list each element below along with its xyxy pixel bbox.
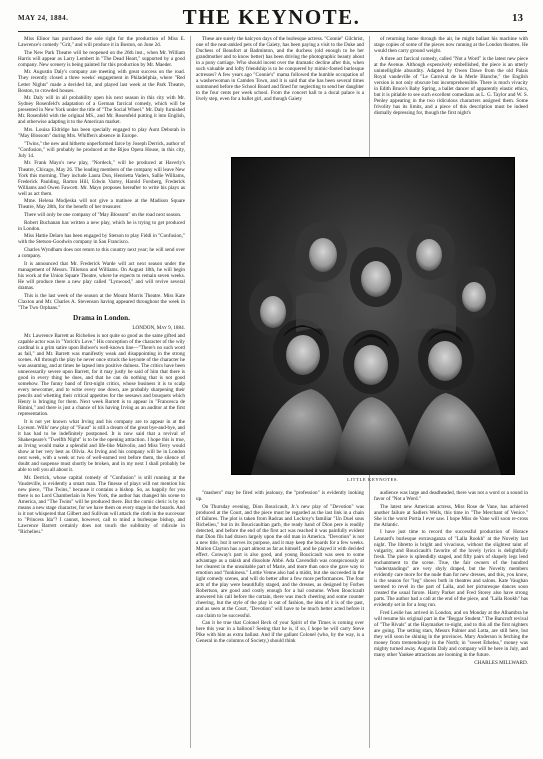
article-paragraph: "mashers" may be fired with jealousy, the "profession" is evidently looking up. [196,490,364,503]
article-paragraph: These are surely the halcyon days of the burlesque actress. "Connie" Gilchrist, one of the neat-ankled pets of the Gaiety, has been paying a visit to the Duke and Duchess of Beaufort at Badminton, and the duchess (old enough to be her grandmother and to know better) has been driving the photographic beauty about in a pony carriage. Who should incent over the dramatic decline after this, when such valuable and lofty friendship is to be conquered by mimic-footed burlesque actresses? A few years ago "Connie's" mama followed the humble occupation of a washerwoman in Camden Town, and it is said that she has been several times summoned before the School Board and fined for neglecting to send her daughter to the four cents per week school. From the concert hall to a ducal palace is a lively step, even for a ballet girl, and though Gaiety [196,36,364,103]
article-paragraph: Can it be true that Colonel Beck of your Spirit of the Times is coming over here this year in a balloon? Seeing that he is, if so, I hope he will carry Steve Pike with him as extra ballast. And if the gallant Colonel (who, by the way, is a General in the columns of Society,) should think [196,620,364,645]
article-paragraph: On Thursday evening, Dion Boucicault, Jr.'s new play of "Devotion" was produced at the Court, and the piece must be regarded as the last link in a chain of failures. The plot is taken from Radcas and Lockroy's familiar "Un Duel sous Richelieu," but in its Boucicaultian garb, the ready hand of Dion pere is readily detected, and before the end of the first act was reached it was painfully evident that Dion fils had drawn largely upon the old man in America. "Devotion" is not a new title, but it serves its purpose, and it may keep the boards for a few weeks. Marion Clayton has a part almost as fat as himself, and he played it with decided effect. Conway's part is also good, and young Boucicault was seen to some advantage as a rakish and dissolute Abbé. Ada Cavendish was conspicuously at her clearest in the unsuitable part of Marie, and more than once she gave way to emotion and "funkiness." Lottie Venne also had a midst, but she succeeded in the light comedy scenes, and will do better after a few more performances. The four acts of the play were beautifully staged, and the dresses, as designed by Forbes Robertson, are good and costly enough for a bal costume. When Boucicault answered his call before the curtain, there was much cheering and some counter cheering, but the style of the play is out of fashion, the idea of it is of the past, and as seen at the Court, "Devotion" will have to be much better acted before it can claim to be successful. [196,503,364,619]
article-paragraph: Fred Leslie has arrived in London, and on Monday at the Alhambra he will resume his original part in the "Beggar Student." The Bancroft revival of "The Rivals" at the Haymarket to-night, and to this all the first nighters are going. The setting stars, Messrs Palmer and Lotta, are still here, but they will soon be shining in the provinces. Mary Anderson is fetching the money from tremendously in the North; in "sweet Ethelea," money was mighty turned away. Augustin Daly and company will be here in July, and many other Yankee attractions are looming in the future. [374,609,528,658]
column-divider [190,36,191,748]
article-paragraph: I have just time to record the successful production of Horace Lennard's burlesque extravaganza of "Lalla Rookh" at the Novelty last night. The libretto is bright and vivacious, without the slightest taint of vulgarity, and Boucicault's favorite of the lovely lyrics is delightfully fresh. The piece is splendidly staged, and fifty pairs of shapely legs lend enchantment to the scene. True, the fair owners of the hundred "understandings" are very shyly draped, but the Novelty members evidently care more for the nude than for new dresses, and this, you know, is the season for "leg" shows both in theatres and salons. Kate Vaughan seemed to revel in the part of Lalla, and her picturesque dances soon created the usual furore. Harry Parker and Fred Storey also have strong parts. The author had a call at the end of the piece, and "Lalla Rookh" has evidently set in for a long run. [374,529,528,609]
page-number: 13 [512,12,523,24]
article-paragraph: of returning home through the air, he might ballast his machine with stage copies of some of the pieces now running at the London theatres. He would then carry ground weight. [374,36,528,55]
article-paragraph: The latest new American actress, Miss Rose de Vane, has achieved another failure at Sadlers Wells, this time in "The Merchant of Venice." She is the worst Portia I ever saw. I hope Miss de Vane will soon re-cross the Atlantic. [374,503,528,528]
article-paragraph: There will only be one company of "May Blossom" on the road next season. [24,212,182,219]
column-1 [18,36,185,748]
article-paragraph: Mr. Derrick, whose capital comedy of "Confusion" is still running at the Vaudeville, is evidently a smart man. The finesse of plays will not mention his new piece, "The Twins," because it contains a bishop. So, as happily for you there is no Lord Chamberlain in New York, the author has changed his scene to America, and "The Twins" will be produced there. But the comic cleric is by no means a new stage character, for we have them on every stage in the boards. And is it not whispered that Gilbert and Sullivan will attack the cloth in the successor to "Princess Ida"? I cannot, however, call to mind a burlesque bishop, and Lawrence Barrett certainly does not touch the sublimity of ridicule in "Richelieu." [18,475,185,536]
issue-date: MAY 24, 1884. [18,14,69,22]
author-signoff: CHARLES MILLWARD. [474,659,528,666]
article-paragraph: Charles Wyndham does not return to this country next year; he will send over a company. [18,247,185,260]
article-paragraph: A three act farcical comedy, called "Not a Word" is the latest new piece at the Avenue. Although expensively embellished, the piece is an utterly unintelligible absurdity. Adapted by Owen Dawe from the old Palais Royal vaudeville of "Le Carnival de la Merle Blanche," the English version is not only obscure but incomprehensible. There is much vivacity in Edith Bruce's Baby Spring, a ballet dancer of apparently elastic ethics, but it is pitiable to see such excellent comedians as L. G. Taylor and W. S. Penley appearing in the two ridiculous characters assigned them. Some frivolity has its limits, and a piece of this description must be indeed dismally depressing for, though the first night's [374,55,528,117]
column-2-bottom [196,490,364,748]
article-paragraph: Miss Hattie Delaro has been engaged by Stetson to play Fiddi in "Confusion," with the Stetson-Goodwin company in San Francisco. [18,233,185,246]
article-paragraph: Mr. Augustin Daly's company are meeting with great success on the road. They recently closed a three weeks' engagement in Philadelphia, where "Red Letter Nights" made a decided hit, and played last week at the Park Theatre, Boston, to crowded houses. [18,69,185,94]
illustration-caption: LITTLE KEYNOTES. [347,477,399,482]
column-3-bottom [374,490,528,748]
dateline: LONDON, May 9, 1884. [132,324,185,331]
article-paragraph: audience was large and deadheaded, there was not a word or a sound in favor of "Not a Word." [374,490,528,503]
article-paragraph: "Twins," the new and hitherto unperformed farce by Joseph Derrick, author of "Confusion," will probably be produced at the Bijou Opera House, in this city, July 14. [18,140,185,159]
illustration-little-keynotes [231,157,515,475]
article-paragraph: It is announced that Mr. Frederick Warde will act next season under the management of Messrs. Tillotson and Williams. On August 18th, he will begin his work at the Union Square Theatre, where he expects to remain seven weeks. He will produce there a new play called "Lynwood," and will revive several dramas. [18,260,185,291]
article-paragraph: Mr. Daly will in all probability open his next season in this city with Mr. Sydney Rosenfeld's adaptation of a German farcical comedy, which will be presented in New York under the title of "The Social Wheel." Mr. Daly furnished Mr. Rosenfeld with the original MS., and Mr. Rosenfeld putting it into English, and otherwise adapting it to the American market. [18,95,185,126]
article-paragraph: This is the last week of the season at the Mount Morris Theatre. Miss Kate Claxton and Mr. Charles A. Stevenson having appeared throughout the week in "The Two Orphans." [18,292,185,311]
article-paragraph: Robert Buchanan has written a new play, which he is trying to get produced in London. [18,219,185,232]
masthead-title: THE KEYNOTE. [182,5,361,29]
article-paragraph: Mr. Frank Mayo's new play, "Nordeck," will be produced at Haverly's Theatre, Chicago, May 26. The leading members of the company will leave New York this morning. They include Laura Don, Henrietta Vaders, Sallie Williams, Frederick Paulding, Barton Hill, Edwin Varrey, Harold Forsberg, Frederick Williams and Owen Fawcett. Mr. Mayo proposes hereafter to write his plays as well as act them. [18,160,185,197]
header-rule [18,31,527,32]
article-paragraph: Mrs. Louisa Eldridge has been specially engaged to play Aunt Deborah in "May Blossom" during Mrs. Whiffen's absence in Europe. [18,127,185,140]
section-heading: Drama in London. [73,313,130,322]
column-2-top [196,36,364,151]
article-paragraph: Mme. Helena Modjeska will not give a matinee at the Madison Square Theatre, May 28th, for the benefit of her treasurer. [18,198,185,211]
column-3-top [374,36,528,151]
article-paragraph: Mr. Lawrence Barrett as Richelieu is not quite so good as the same gifted and capable actor was in "Yorick's Love." His conception of the character of the wily cardinal is a grim satire upon Bulwer's well-known line—"There's no such word as fail," and Mr. Barrett was manifestly weak and disappointing in the strong scenes. All through the play he never once struck the keynote of the character he was assuming, and at times he lapsed into positive dulness. The critics have been unnecessarily severe upon Barrett, for it may justly be said of him that there is good in every thing he does, and that he can do nothing that is not good somehow. The funny band of first-night critics, whose business it is to scalp every newcomer, and to write every one down, are probably sharpening their pencils and whetting their critical appetites for the seesaws and bouquets which Henry is bringing for them. Next week Barrett is to appear in "Francesca de Rimini," and there is just a chance of his having Irving as an auditor at the first representation. [18,332,185,418]
article-paragraph: Miss Elinor has purchased the sole right for the production of Miss E. Lawrence's comedy "Grit," and will produce it in Boston, on June 2d. [18,36,185,49]
article-paragraph: The New Park Theatre will be reopened on the 26th inst., when Mr. William Harris will appear as Larry Lembert in "The Dead Heart," supported by a good company. New scenery is being painted for this production by Mr. Maeder. [18,49,185,68]
article-paragraph: It is not yet known what Irving and his company are to appear in at the Lyceum. Wills' new play of "Faust" is still a dream of the great bye-and-bye, and it has had to be indefinitely postponed. It is now said that a revival of Shakespeare's "Twelfth Night" is to be the opening attraction. I hope this is true, as Irving would make a splendid and life-like Malvolio, and Miss Terry would show at her very best as Olivia. As Irving and his company will be in London next week, with a week or two of well-earned rest before them, the silence of doubt and suspense must shortly be broken, and in my next I shall probably be able to tell you all about it. [18,418,185,474]
